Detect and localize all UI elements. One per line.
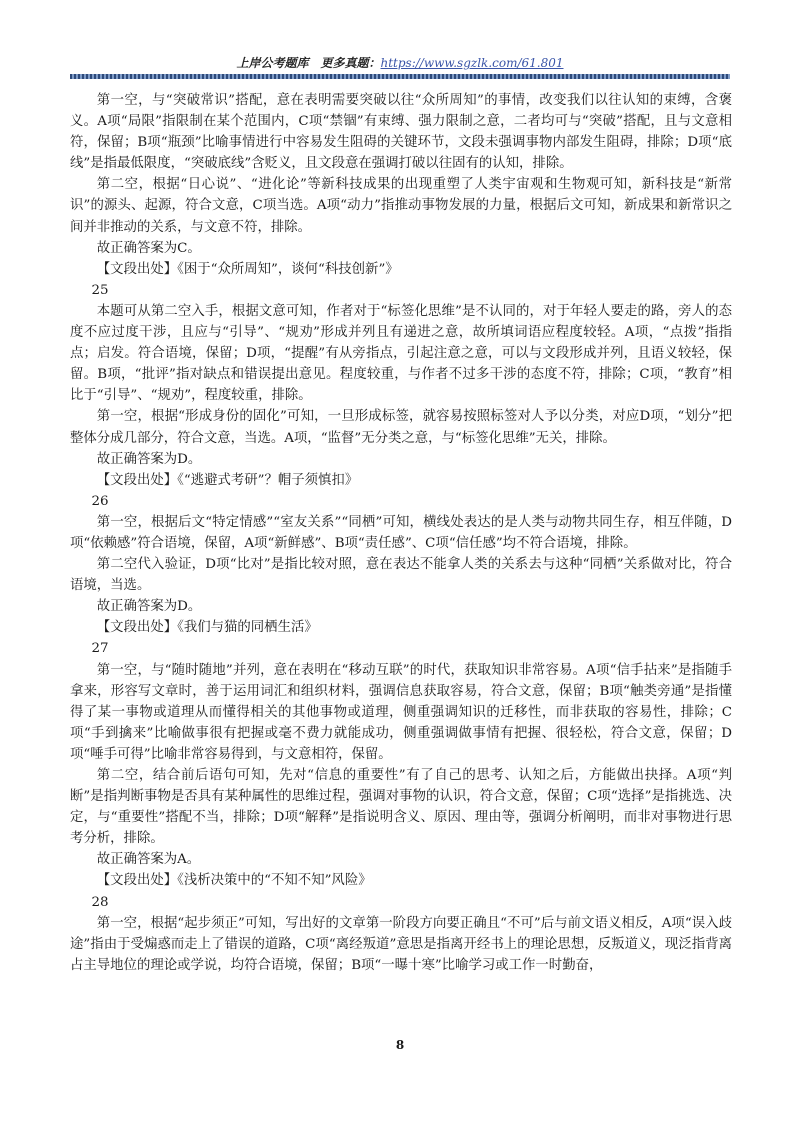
- paragraph: 第二空代入验证，D项“比对”是指比较对照，意在表达不能拿人类的关系去与这种“同栖”关系做对比，符合语境，当选。: [70, 557, 732, 594]
- answer-line: 故正确答案为A。: [96, 852, 201, 868]
- paragraph: 第一空，与“随时随地”并列，意在表明在“移动互联”的时代，获取知识非常容易。A项“信手拈来”是指随手拿来，形容写文章时，善于运用词汇和组织材料，强调信息获取容易，符合文意，保留；B项“触类旁通”是指懂得了某一事物或道理从而懂得相关的其他事物或道理，侧重强调知识的迁移性，而非获取的容易性，排除；C项“手到擒来”比喻做事很有把握或毫不费力就能成功，侧重强调做事情有把握、很轻松，符合文意，保留；D项“唾手可得”比喻非常容易得到，与文意相符，保留。: [70, 662, 732, 762]
- source-line: 【文段出处】《困于“众所周知”，谈何“科技创新”》: [96, 261, 399, 277]
- paragraph: 第二空，结合前后语句可知，先对“信息的重要性”有了自己的思考、认知之后，方能做出抉择。A项“判断”是指判断事物是否具有某种属性的思维过程，强调对事物的认识，符合文意，保留；C项“选择”是指挑选、决定，与“重要性”搭配不当，排除；D项“解释”是指说明含义、原因、理由等，强调分析阐明，而非对事物进行思考分析，排除。: [70, 768, 732, 847]
- paragraph: 第一空，根据后文“特定情感”“室友关系”“同栖”可知，横线处表达的是人类与动物共同生存，相互伴随，D项“依赖感”符合语境，保留，A项“新鲜感”、B项“责任感”、C项“信任感”均不符合语境，排除。: [70, 514, 732, 551]
- source-line: 【文段出处】《浅析决策中的“不知不知”风险》: [96, 873, 372, 889]
- header-rule: [70, 74, 730, 79]
- page-header: [70, 52, 730, 74]
- paragraph: 本题可从第二空入手，根据文意可知，作者对于“标签化思维”是不认同的，对于年轻人要走的路，旁人的态度不应过度干涉，且应与“引导”、“规劝”形成并列且有递进之意，故所填词语应程度较轻。A项，“点拨”指指点；启发。符合语境，保留；D项，“提醒”有从旁指点，引起注意之意，可以与文段形成并列，且语义较轻，保留。B项，“批评”指对缺点和错误提出意见。程度较重，与作者不过多干涉的态度不符，排除；C项，“教育”相比于“引导”、“规劝”，程度较重，排除。: [70, 303, 732, 404]
- source-line: 【文段出处】《“逃避式考研”？帽子须慎扣》: [96, 472, 359, 488]
- page-number: 8: [395, 1038, 405, 1052]
- paragraph: 第一空，根据“形成身份的固化”可知，一旦形成标签，就容易按照标签对人予以分类，对应D项，“划分”把整体分成几部分，符合文意，当选。A项，“监督”无分类之意，与“标签化思维”无关，排除。: [70, 409, 732, 446]
- answer-line: 故正确答案为D。: [96, 599, 202, 615]
- paragraph: 第一空，根据“起步须正”可知，写出好的文章第一阶段方向要正确且“不可”后与前文语义相反，A项“误入歧途”指由于受煽惑而走上了错误的道路，C项“离经叛道”意思是指离开经书上的理论思想，反叛道义，现泛指背离占主导地位的理论或学说，均符合语境，保留；B项“一曝十寒”比喻学习或工作一时勤奋，: [70, 915, 732, 973]
- question-number: 27: [91, 641, 109, 657]
- question-number: 25: [91, 282, 109, 298]
- answer-line: 故正确答案为D。: [96, 451, 202, 467]
- question-number: 26: [91, 493, 109, 509]
- header-link[interactable]: https://www.sgzlk.com/61.801: [380, 56, 564, 70]
- question-number: 28: [91, 894, 109, 910]
- paragraph: 第二空，根据“日心说”、“进化论”等新科技成果的出现重塑了人类宇宙观和生物观可知，新科技是“新常识”的源头、起源，符合文意，C项当选。A项“动力”指推动事物发展的力量，根据后文可知，新成果和新常识之间并非推动的关系，与文意不符，排除。: [70, 177, 732, 235]
- source-line: 【文段出处】《我们与猫的同栖生活》: [96, 620, 318, 636]
- document-body: [70, 90, 732, 976]
- header-source: 上岸公考题库 更多真题：: [236, 56, 381, 70]
- answer-line: 故正确答案为C。: [96, 240, 201, 256]
- paragraph: 第一空，与“突破常识”搭配，意在表明需要突破以往“众所周知”的事情，改变我们以往认知的束缚，含褒义。A项“局限”指限制在某个范围内，C项“禁锢”有束缚、强力限制之意，二者均可与“突破”搭配，且与文意相符，保留；B项“瓶颈”比喻事情进行中容易发生阻碍的关键环节，文段未强调事物内部发生阻碍，排除；D项“底线”是指最低限度，“突破底线”含贬义，且文段意在强调打破以往固有的认知，排除。: [70, 93, 732, 172]
